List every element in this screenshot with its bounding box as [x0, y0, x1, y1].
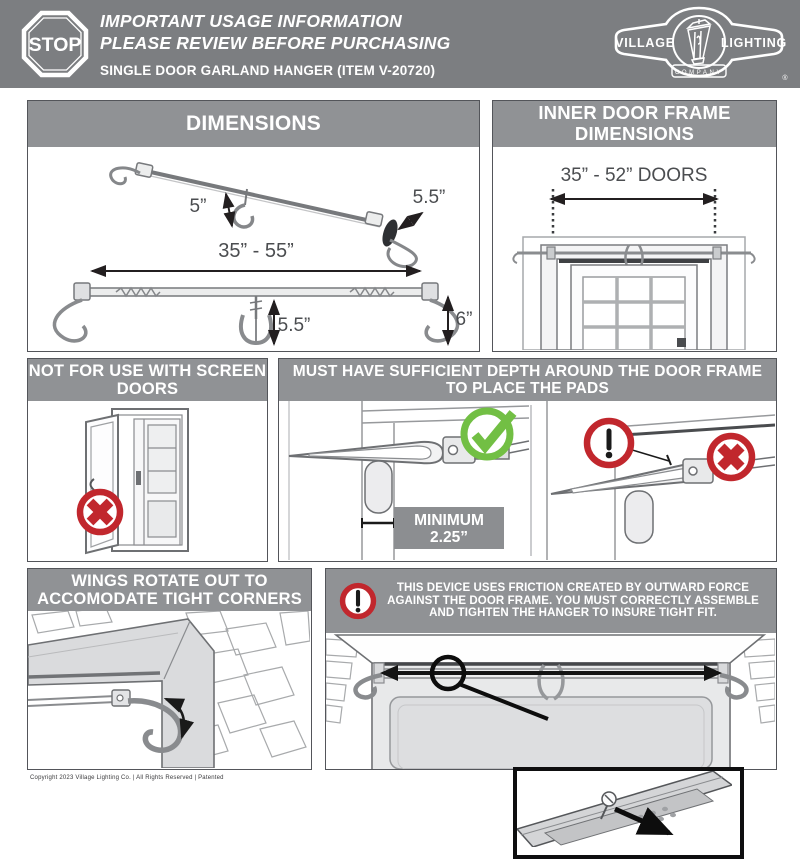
panel-friction: [325, 568, 777, 770]
dim-pad-length-label: 5.5”: [412, 187, 446, 208]
dim-hook-height-label: 5”: [189, 196, 207, 217]
logo-registered-mark: ®: [782, 75, 788, 82]
stop-label: STOP: [28, 34, 82, 56]
panel-friction-title-bar: [326, 569, 776, 633]
door-drawing: [513, 237, 754, 350]
panel-inner-frame-title2: DIMENSIONS: [574, 123, 695, 144]
panel-wings-title-bar: [28, 569, 311, 611]
prohibited-icon: [80, 492, 120, 532]
door-range-label: 35” - 52” DOORS: [560, 165, 708, 186]
friction-illustration: [326, 633, 775, 769]
depth-illustration: [279, 401, 775, 560]
dim-width-range-label: 35” - 55”: [218, 240, 294, 262]
check-icon: [464, 411, 513, 457]
wings-illustration: [28, 611, 310, 768]
logo-word-village: VILLAGE: [615, 36, 675, 50]
hanger-front-view: [54, 283, 457, 343]
logo-word-lighting: LIGHTING: [720, 36, 788, 50]
panel-screen-doors-title2: DOORS: [116, 380, 179, 398]
panel-screen-doors: [27, 358, 268, 562]
header-subtitle: SINGLE DOOR GARLAND HANGER (ITEM V-20720): [100, 63, 436, 78]
prohibited-icon: [710, 436, 752, 478]
panel-depth-title-bar: [279, 359, 776, 401]
friction-warning-text: [376, 582, 770, 621]
minimum-depth-note: [394, 507, 504, 549]
panel-depth: [278, 358, 777, 562]
panel-dimensions-title-bar: [28, 101, 479, 147]
panel-screen-doors-title1: NOT FOR USE WITH SCREEN: [28, 361, 267, 380]
header-title-line2: PLEASE REVIEW BEFORE PURCHASING: [100, 33, 451, 53]
panel-wings-title2: ACCOMODATE TIGHT CORNERS: [37, 590, 302, 608]
screen-door-illustration: [28, 401, 266, 560]
header-titles: [100, 10, 450, 78]
panel-dimensions-title: DIMENSIONS: [185, 112, 321, 136]
header-banner: [0, 0, 800, 88]
lantern-icon: [688, 19, 710, 64]
panel-depth-title1: MUST HAVE SUFFICIENT DEPTH AROUND THE DOOR FRAME: [292, 362, 763, 380]
minimum-label: MINIMUM: [414, 512, 484, 529]
logo-word-company: COMPANY: [674, 70, 724, 76]
panel-wings-title1: WINGS ROTATE OUT TO: [71, 571, 268, 590]
village-lighting-logo: [608, 6, 790, 84]
stop-sign-icon: [20, 9, 90, 79]
frame-corner-drawing: [28, 619, 214, 768]
panel-depth-title2: TO PLACE THE PADS: [445, 380, 609, 397]
friction-line3: AND TIGHTEN THE HANGER TO INSURE TIGHT FIT.: [429, 607, 717, 620]
adjustment-detail-drawing: [517, 771, 732, 847]
warning-icon: [587, 421, 631, 465]
dim-center-hook-label: 5.5”: [277, 315, 311, 336]
inner-frame-illustration: [493, 147, 775, 350]
panel-screen-doors-title-bar: [28, 359, 267, 401]
door-frame-top-drawing: [336, 635, 764, 769]
depth-incorrect-drawing: [547, 401, 775, 560]
panel-inner-frame-title1: INNER DOOR FRAME: [538, 102, 731, 124]
panel-inner-frame-title-bar: [493, 101, 776, 147]
warning-icon: [338, 581, 378, 621]
dimensions-illustration: [28, 147, 478, 350]
minimum-value: 2.25”: [430, 529, 468, 546]
panel-inner-frame: [492, 100, 777, 352]
header-title-line1: IMPORTANT USAGE INFORMATION: [100, 11, 402, 31]
dim-end-hook-label: 6”: [455, 309, 473, 330]
friction-line2: AGAINST THE DOOR FRAME. YOU MUST CORRECTLY ASSEMBLE: [387, 594, 759, 607]
panel-wings: [27, 568, 312, 770]
panel-dimensions: [27, 100, 480, 352]
copyright-text: Copyright 2023 Village Lighting Co. | All Rights Reserved | Patented: [30, 775, 224, 781]
friction-line1: THIS DEVICE USES FRICTION CREATED BY OUTWARD FORCE: [396, 581, 750, 594]
adjustment-detail-inset: [513, 767, 744, 859]
